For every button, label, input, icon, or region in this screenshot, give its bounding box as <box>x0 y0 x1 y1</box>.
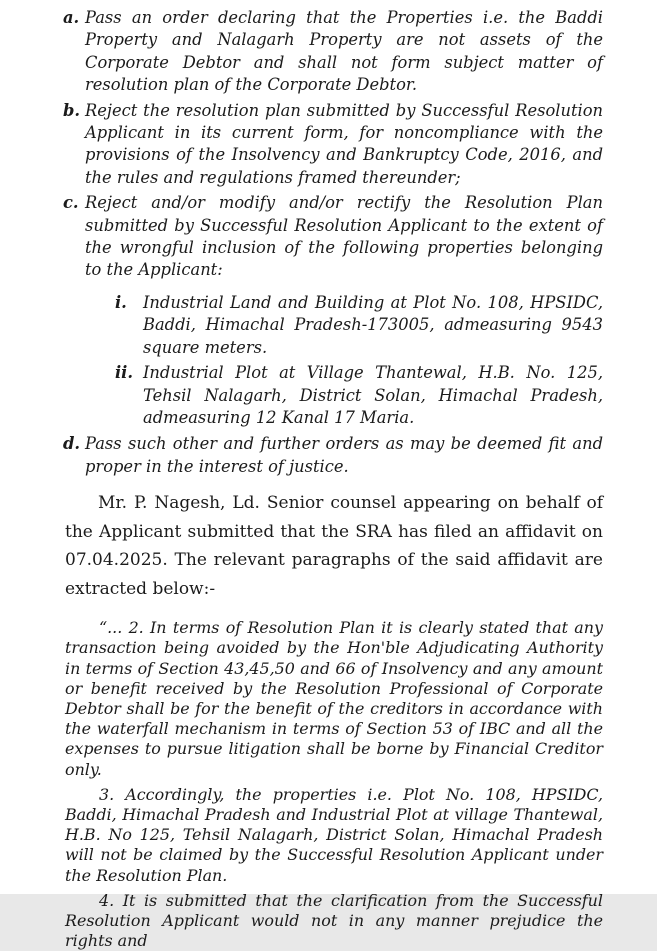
list-item-a <box>63 7 603 97</box>
sublist-item-ii <box>115 362 603 429</box>
extract-paragraph-2: “... 2. In terms of Resolution Plan it is clearly stated that any transaction being avoided by the Hon'ble Adjudicating Authority in terms of Section 43,45,50 and 66 of Insolvency and any amount or benefit received by the Resolution Professional of Corporate Debtor shall be for the benefit of the creditors in accordance with the waterfall mechanism in terms of Section 53 of IBC and all the expenses to pursue litigation shall be borne by Financial Creditor only. <box>65 618 603 779</box>
extract-paragraph-3: 3. Accordingly, the properties i.e. Plot No. 108, HPSIDC, Baddi, Himachal Pradesh and Industrial Plot at village Thantewal, H.B. No 125, Tehsil Nalagarh, District Solan, Himachal Pradesh will not be claimed by the Successful Resolution Applicant under the Resolution Plan. <box>65 784 603 885</box>
sublist-item-i <box>115 292 603 359</box>
counsel-paragraph: Mr. P. Nagesh, Ld. Senior counsel appearing on behalf of the Applicant submitted that the SRA has filed an affidavit on 07.04.2025. The relevant paragraphs of the said affidavit are extracted below:- <box>65 493 603 599</box>
list-item-b <box>63 100 603 190</box>
list-item-c-text: Reject and/or modify and/or rectify the Resolution Plan submitted by Successful Resolution Applicant to the extent of the wrongful inclusion of the following properties belonging to the Applicant: <box>85 193 603 280</box>
sublist-item-i-text: Industrial Land and Building at Plot No. 108, HPSIDC, Baddi, Himachal Pradesh-173005, admeasuring 9543 square meters. <box>143 292 603 357</box>
property-sublist <box>115 292 603 429</box>
sublist-marker-i: i. <box>115 292 127 312</box>
sublist-marker-ii: ii. <box>115 363 134 383</box>
list-item-a-text: Pass an order declaring that the Properties i.e. the Baddi Property and Nalagarh Property are not assets of the Corporate Debtor and shall not form subject matter of resolution plan of the Corporate Debtor. <box>85 8 603 95</box>
list-item-b-text: Reject the resolution plan submitted by Successful Resolution Applicant in its current form, for noncompliance with the provisions of the Insolvency and Bankruptcy Code, 2016, and the rules and regulations framed thereunder; <box>85 100 603 187</box>
affidavit-extract <box>65 618 603 951</box>
list-marker-c: c. <box>63 193 79 213</box>
list-item-d <box>63 433 603 478</box>
list-item-d-text: Pass such other and further orders as may be deemed fit and proper in the interest of justice. <box>85 434 603 476</box>
sublist-item-ii-text: Industrial Plot at Village Thantewal, H.B. No. 125, Tehsil Nalagarh, District Solan, Himachal Pradesh, admeasuring 12 Kanal 17 Maria. <box>143 363 603 427</box>
extract-paragraph-4: 4. It is submitted that the clarification from the Successful Resolution Applicant would not in any manner prejudice the rights and <box>65 890 603 951</box>
list-item-c <box>63 192 603 282</box>
list-marker-a: a. <box>63 8 80 27</box>
list-marker-d: d. <box>63 434 81 454</box>
list-marker-b: b. <box>63 100 81 120</box>
